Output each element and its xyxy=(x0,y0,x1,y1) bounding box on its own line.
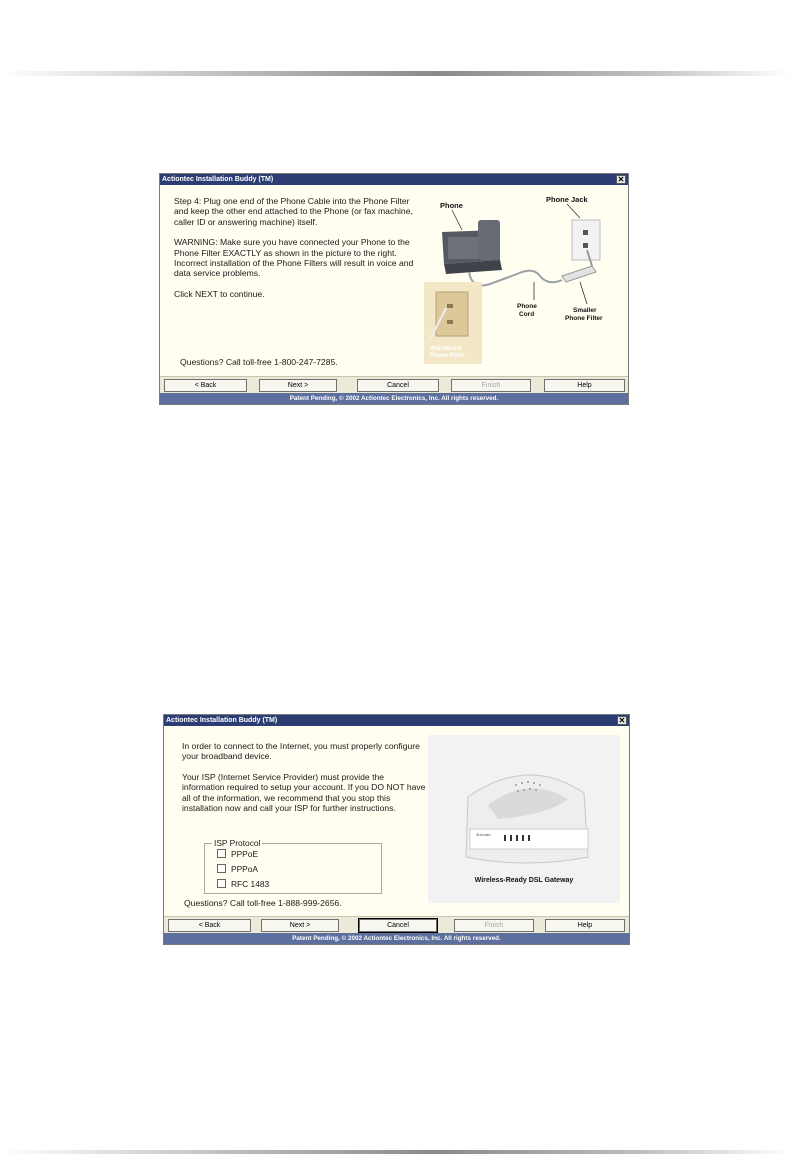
finish-button: Finish xyxy=(451,379,531,392)
installation-buddy-dialog-isp xyxy=(163,714,630,945)
pppoa-checkbox[interactable] xyxy=(217,864,226,873)
installation-buddy-dialog-step4 xyxy=(159,173,629,405)
smaller-filter-illustration xyxy=(562,266,596,282)
cancel-button[interactable]: Cancel xyxy=(359,919,437,932)
photo-caption: Wireless-Ready DSL Gateway xyxy=(474,877,574,884)
wall-mount-filter-label: Wall-Mount xyxy=(430,346,463,352)
step-text: Step 4: Plug one end of the Phone Cable into the Phone Filter and keep the other end attached to the Phone (or fax machine, caller ID or answering machine) itself. xyxy=(174,196,413,227)
help-button[interactable]: Help xyxy=(544,379,625,392)
copyright-footer: Patent Pending, © 2002 Actiontec Electronics, Inc. All rights reserved. xyxy=(160,393,628,404)
isp-text: Your ISP (Internet Service Provider) must provide the information required to setup your account. If you DO NOT have all of the information, we recommend that you stop this installation now and call your ISP for further instructions. xyxy=(182,771,426,814)
instructions-text xyxy=(174,196,422,309)
pppoe-checkbox[interactable] xyxy=(217,849,226,858)
continue-text: Click NEXT to continue. xyxy=(174,288,265,299)
back-button[interactable]: < Back xyxy=(168,919,251,932)
gateway-body xyxy=(466,775,588,863)
button-bar xyxy=(160,376,628,394)
dialog-titlebar xyxy=(160,174,628,185)
close-icon[interactable]: ✕ xyxy=(618,716,626,725)
dialog-title: Actiontec Installation Buddy (TM) xyxy=(162,176,274,183)
close-icon[interactable]: ✕ xyxy=(617,175,625,184)
pppoe-option[interactable]: PPPoE xyxy=(217,849,258,859)
device-brand-label: Actiontec xyxy=(476,832,492,837)
questions-text: Questions? Call toll-free 1-888-999-2656. xyxy=(184,898,342,908)
rfc1483-checkbox[interactable] xyxy=(217,879,226,888)
top-divider xyxy=(0,71,792,76)
phone-cord-label: Phone xyxy=(517,303,537,310)
dsl-gateway-photo xyxy=(428,735,620,903)
phone-jack-label: Phone Jack xyxy=(546,195,588,204)
cancel-button[interactable]: Cancel xyxy=(357,379,439,392)
dialog-titlebar xyxy=(164,715,629,726)
isp-protocol-legend: ISP Protocol xyxy=(214,838,261,848)
warning-text: WARNING: Make sure you have connected your Phone to the Phone Filter EXACTLY as shown in the picture to the right. Incorrect installation of the Phone Filters will result in voice and data service problems. xyxy=(174,237,414,279)
finish-button: Finish xyxy=(454,919,534,932)
smaller-filter-label: Smaller xyxy=(573,307,597,314)
phone-label: Phone xyxy=(440,201,463,210)
phone-cord-label-line2: Cord xyxy=(519,311,535,318)
dialog-title: Actiontec Installation Buddy (TM) xyxy=(166,717,278,724)
wall-mount-filter-label-line2: Phone Filter xyxy=(430,353,465,359)
phone-cord-illustration xyxy=(469,271,562,286)
help-button[interactable]: Help xyxy=(545,919,625,932)
phone-filter-diagram xyxy=(422,190,627,365)
instructions-text xyxy=(182,741,426,823)
questions-text: Questions? Call toll-free 1-800-247-7285. xyxy=(180,357,338,367)
back-button[interactable]: < Back xyxy=(164,379,247,392)
pppoa-option[interactable]: PPPoA xyxy=(217,864,258,874)
phone-jack-illustration xyxy=(572,220,600,260)
button-bar xyxy=(164,916,629,934)
smaller-filter-label-line2: Phone Filter xyxy=(565,315,603,322)
bottom-divider xyxy=(0,1150,792,1154)
copyright-footer: Patent Pending, © 2002 Actiontec Electronics, Inc. All rights reserved. xyxy=(164,933,629,944)
next-button[interactable]: Next > xyxy=(261,919,339,932)
next-button[interactable]: Next > xyxy=(259,379,337,392)
rfc1483-option[interactable]: RFC 1483 xyxy=(217,879,269,889)
phone-illustration xyxy=(442,220,502,274)
isp-protocol-group xyxy=(204,838,382,894)
intro-text: In order to connect to the Internet, you must properly configure your broadband device. xyxy=(182,741,420,762)
